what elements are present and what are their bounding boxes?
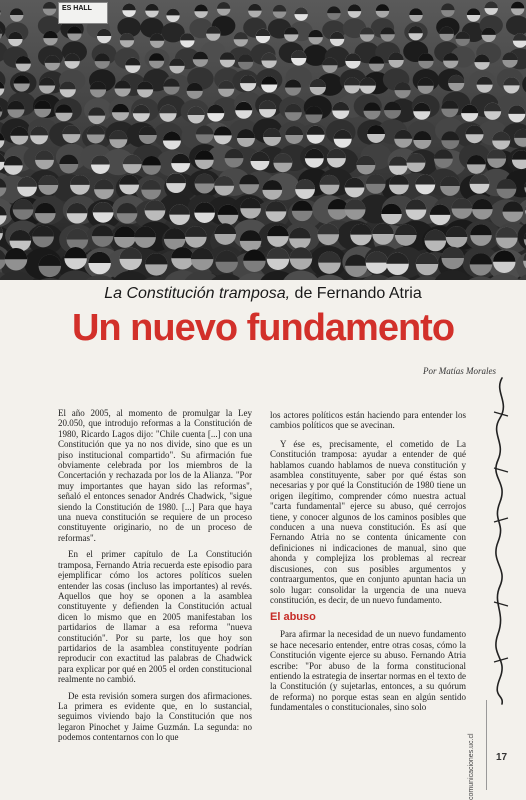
page-number: 17 bbox=[496, 752, 508, 763]
article-headline: Un nuevo fundamento bbox=[71, 307, 455, 349]
crowd-photo-graphic bbox=[0, 0, 526, 280]
article-kicker bbox=[0, 285, 526, 303]
left-paragraph-3: De esta revisión somera surgen dos afirmaciones. La primera es evidente que, en lo sustancial, seguimos viviendo bajo la Constitución que nos legaron Pinochet y Jaime Guzmán. La segunda: no podemos contentarnos con lo que bbox=[58, 690, 252, 743]
handwritten-note bbox=[484, 372, 520, 708]
book-title: La Constitución tramposa, bbox=[104, 285, 291, 302]
left-paragraph-2: En el primer capítulo de La Constitución tramposa, Fernando Atria recuerda este episodio para ejemplificar cómo los actores políticos suelen entender las cosas (incluso las importantes) al revés. Aquellos que hoy se oponen a la asamblea constituyente y defienden la Constitución actual dicen lo mismo que en 2005 manifestaban los partidarios de llamar a esa reforma "nueva constitución". Por su parte, los que hoy son partidarios de la asamblea constituyente podrían reproducir con exactitud las palabras de Chadwick para explicar por qué en 2005 el orden constitucional realmente no cambió. bbox=[58, 549, 252, 685]
right-paragraph-3: Para afirmar la necesidad de un nuevo fundamento se hace necesario entender, entre otras cosas, cómo la Constitución vigente ejerce su abuso. Fernando Atria escribe: "Por abuso de la forma constitucional entiendo la estrategia de insertar normas en el texto de la Constitución (y sujetarlas, entonces, a su quórum de reforma) no porque estas sean en algún sentido fundamentales o constitucionales, sino solo bbox=[270, 629, 466, 713]
byline: Por Matías Morales bbox=[423, 366, 496, 376]
left-paragraph-1: El año 2005, al momento de promulgar la Ley 20.050, que introdujo reformas a la Constitución de 1980, Ricardo Lagos dijo: "Chile cuenta [...] con una Constitución que ya no nos divide, sino que es un piso institucional compartido". Su afirmación fue obviamente celebrada por los miembros de la Concertación y rechazada por los de la Alianza. "Por muy importantes que hayan sido las reformas", señaló el entonces senador Andrés Chadwick, "sigue siendo la Constitución de 1980. [...] Para que haya una nueva constitución se requiere de un proceso constituyente originario, no de un proceso de reformas". bbox=[58, 408, 252, 543]
handwritten-note-scribble bbox=[484, 372, 520, 708]
publication-url-text: comunicaciones.uc.cl bbox=[468, 733, 475, 800]
crowd-photo bbox=[0, 0, 526, 280]
right-paragraph-1: los actores políticos están haciendo para entender los cambios políticos que se avecinan. bbox=[270, 410, 466, 431]
publication-url bbox=[468, 720, 480, 800]
side-rule bbox=[486, 700, 487, 790]
protest-sign: ES HALL bbox=[58, 2, 108, 24]
book-author: de Fernando Atria bbox=[290, 285, 422, 302]
left-column bbox=[58, 408, 252, 749]
right-column bbox=[270, 410, 466, 719]
section-subhead: El abuso bbox=[270, 611, 316, 624]
right-paragraph-2: Y ése es, precisamente, el cometido de La Constitución tramposa: ayudar a entender de qué hablamos cuando hablamos de nueva constitución y asamblea constituyente, saber por qué éstas son necesarias y por qué la Constitución de 1980 tiene un origen ilegítimo, comprender cómo nuestra actual "carta fundamental" ejerce su abuso, qué cerrojos tiene, y conocer algunos de los caminos posibles que conducen a una nueva constitución. Es así que Fernando Atria no se contenta únicamente con definiciones ni indicaciones de manual, sino que ahonda y complejiza los problemas al recrear discusiones, con sus posibles argumentos y contraargumentos, que en conjunto apuntan hacia un solo lugar: consolidar la urgencia de una nueva constitución, es decir, de un nuevo fundamento. bbox=[270, 438, 466, 605]
